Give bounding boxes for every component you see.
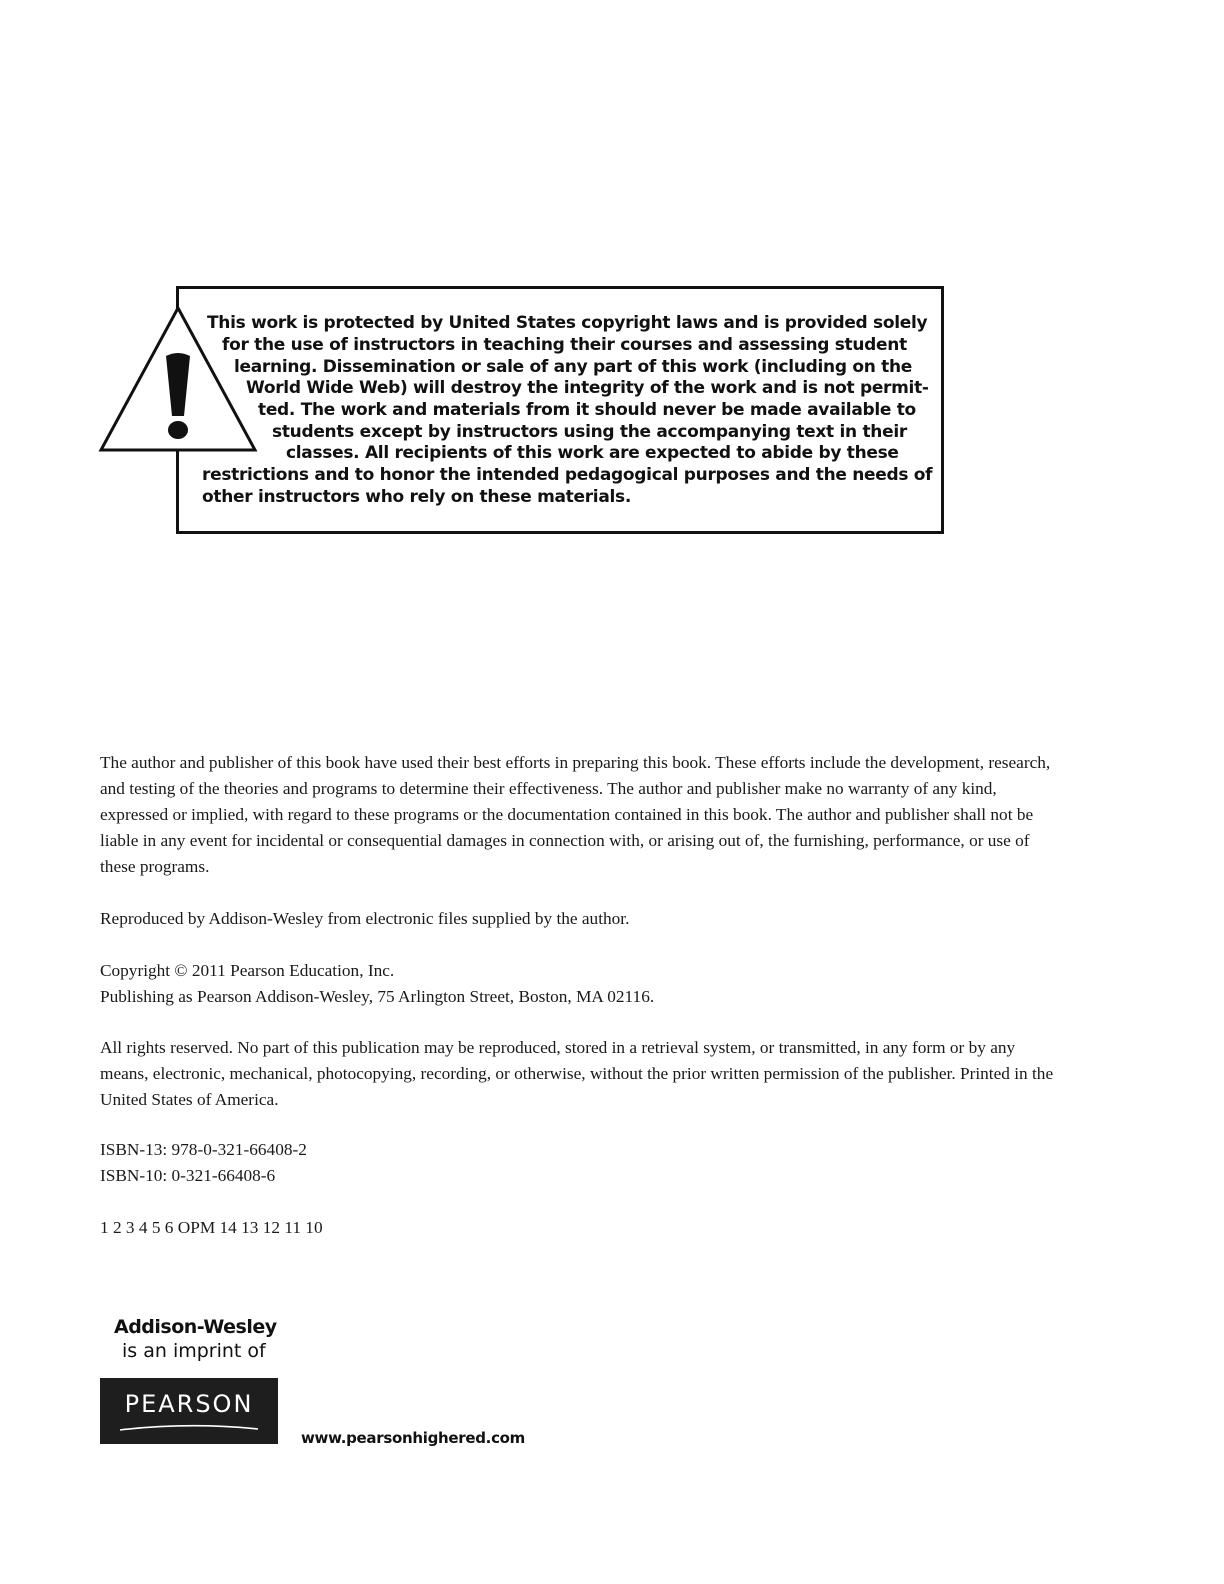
- pearson-logo-text: PEARSON: [124, 1390, 254, 1418]
- rights-paragraph: All rights reserved. No part of this publication may be reproduced, stored in a retrieval system, or transmitted, in any form or by any means, electronic, mechanical, photocopying, recording, or otherwise, without the prior written permission of the publisher. Printed in the United States of America.: [100, 1038, 1054, 1109]
- copyright-block: [100, 958, 1060, 1010]
- warning-exclamation-icon: [98, 304, 258, 454]
- warning-line: other instructors who rely on these materials.: [202, 487, 632, 507]
- warning-line: for the use of instructors in teaching their courses and assessing student: [222, 335, 907, 355]
- website-link[interactable]: www.pearsonhighered.com: [301, 1429, 525, 1447]
- warning-line: ted. The work and materials from it should never be made available to: [258, 400, 916, 420]
- imprint-subtitle: is an imprint of: [122, 1340, 266, 1362]
- warning-line: students except by instructors using the accompanying text in their: [272, 422, 907, 442]
- printing-line: 1 2 3 4 5 6 OPM 14 13 12 11 10: [100, 1218, 323, 1237]
- warning-line: This work is protected by United States copyright laws and is provided solely: [207, 313, 928, 333]
- warning-line: restrictions and to honor the intended pedagogical purposes and the needs of: [202, 465, 933, 485]
- isbn-block: [100, 1137, 1060, 1189]
- swoosh-icon: [118, 1420, 260, 1434]
- reproduced-note: Reproduced by Addison-Wesley from electronic files supplied by the author.: [100, 909, 630, 928]
- publisher-address: Publishing as Pearson Addison-Wesley, 75 Arlington Street, Boston, MA 02116.: [100, 987, 655, 1006]
- copyright-line: Copyright © 2011 Pearson Education, Inc.: [100, 961, 395, 980]
- copyright-warning-box: [176, 286, 944, 534]
- warning-line: World Wide Web) will destroy the integrity of the work and is not permit-: [246, 378, 929, 398]
- isbn-13: ISBN-13: 978-0-321-66408-2: [100, 1140, 307, 1159]
- isbn-10: ISBN-10: 0-321-66408-6: [100, 1166, 276, 1185]
- imprint-name: Addison-Wesley: [114, 1316, 277, 1338]
- warning-line: classes. All recipients of this work are expected to abide by these: [286, 443, 899, 463]
- disclaimer-paragraph: The author and publisher of this book have used their best efforts in preparing this book. These efforts include the development, research, and testing of the theories and programs to determine their effectiveness. The author and publisher make no warranty of any kind, expressed or implied, with regard to these programs or the documentation contained in this book. The author and publisher shall not be liable in any event for incidental or consequential damages in connection with, or arising out of, the furnishing, performance, or use of these programs.: [100, 753, 1051, 876]
- warning-line: learning. Dissemination or sale of any part of this work (including on the: [234, 357, 912, 377]
- pearson-logo: [100, 1378, 278, 1444]
